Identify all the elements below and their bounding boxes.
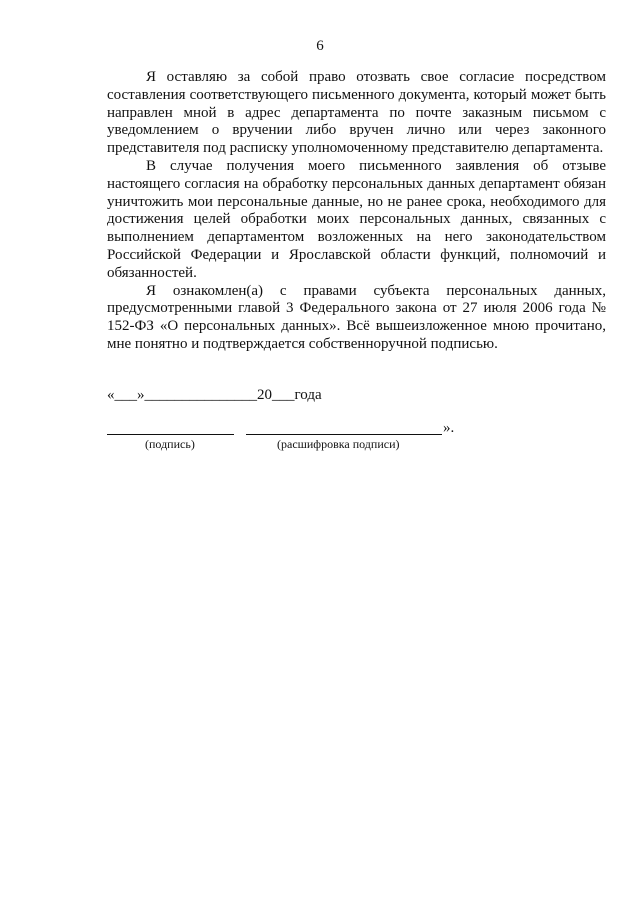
decoding-caption: (расшифровка подписи) — [277, 437, 400, 451]
signature-caption: (подпись) — [145, 437, 195, 451]
document-body — [107, 69, 606, 354]
date-line: «___»_______________20___года — [107, 387, 322, 403]
signature-line — [107, 434, 234, 435]
page-number: 6 — [316, 38, 324, 54]
signature-closing: ». — [443, 420, 455, 436]
signature-block — [107, 422, 487, 462]
paragraph-withdrawal-consequences: В случае получения моего письменного заявления об отзыве настоящего согласия на обработку персональных данных департамент обязан уничтожить мои персональные данные, но не ранее срока, необходимого для достижения целей обработки моих персональных данных, связанных с выполнением департаментом возложенных на него законодательством Российской Федерации и Ярославской области функций, полномочий и обязанностей. — [107, 157, 606, 281]
paragraph-acknowledgement: Я ознакомлен(а) с правами субъекта персональных данных, предусмотренными главой 3 Федерального закона от 27 июля 2006 года № 152-ФЗ «О персональных данных». Всё вышеизложенное мною прочитано, мне понятно и подтверждается собственноручной подписью. — [107, 282, 606, 352]
paragraph-consent-withdrawal: Я оставляю за собой право отозвать свое согласие посредством составления соответствующего письменного документа, который может быть направлен мной в адрес департамента по почте заказным письмом с уведомлением о вручении либо вручен лично или через законного представителя под расписку уполномоченному представителю департамента. — [107, 69, 606, 157]
signature-decoding-line — [246, 434, 442, 435]
